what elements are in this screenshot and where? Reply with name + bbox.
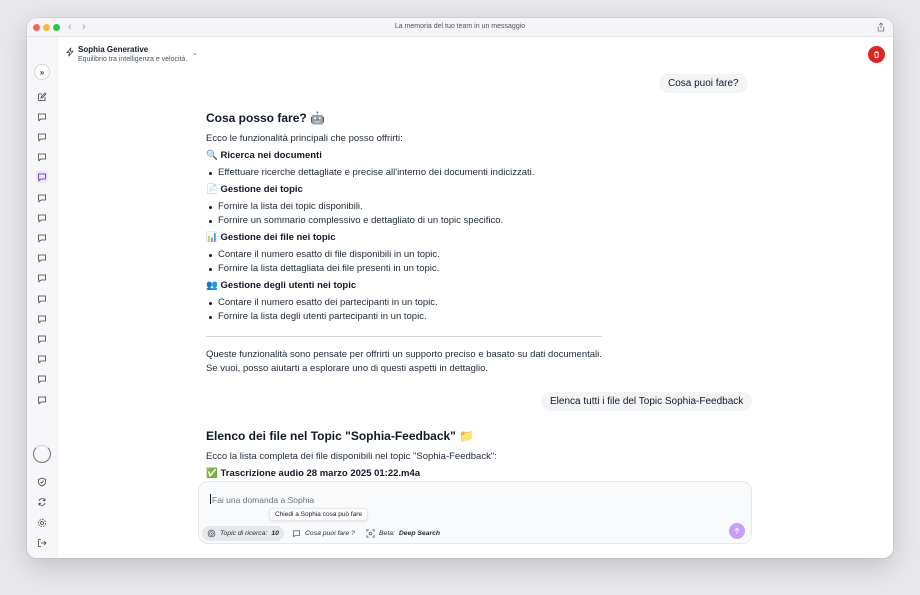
chip-value: 10 <box>271 530 279 537</box>
help-chip[interactable] <box>287 526 360 541</box>
arrow-up-icon <box>733 527 741 535</box>
chat-icon <box>37 273 47 283</box>
chat-icon <box>37 213 47 223</box>
chat-icon <box>37 112 47 122</box>
divider <box>206 336 602 337</box>
chat-history-item-13[interactable] <box>36 353 48 365</box>
search-topic-chip[interactable] <box>202 526 284 541</box>
chat-icon <box>37 193 47 203</box>
model-name: Sophia Generative <box>78 45 149 54</box>
radar-icon <box>207 529 216 538</box>
chat-icon <box>37 172 47 182</box>
scan-icon <box>366 529 375 538</box>
section-list <box>206 296 606 324</box>
chat-history-item-4[interactable] <box>36 171 48 183</box>
chat-icon <box>37 152 47 162</box>
chat-history-item-5[interactable] <box>36 192 48 204</box>
chat-icon <box>37 354 47 364</box>
chat-icon <box>37 374 47 384</box>
chip-label: Topic di ricerca: <box>220 530 268 537</box>
back-arrow-icon[interactable]: ‹ <box>68 21 72 33</box>
answer-title: Elenco dei file nel Topic "Sophia-Feedback" 📁 <box>206 429 475 443</box>
forward-arrow-icon[interactable]: › <box>82 21 86 33</box>
chat-history-item-8[interactable] <box>36 252 48 264</box>
list-item: Fornire la lista dei topic disponibili. <box>206 200 606 214</box>
list-item: Contare il numero esatto di file disponibili in un topic. <box>206 248 606 262</box>
sidebar <box>27 37 58 558</box>
chat-history-item-15[interactable] <box>36 394 48 406</box>
delete-chat-button[interactable] <box>868 46 885 63</box>
chat-history-item-1[interactable] <box>36 111 48 123</box>
user-message-bubble: Cosa puoi fare? <box>659 74 748 93</box>
chat-history-item-14[interactable] <box>36 373 48 385</box>
list-item: Contare il numero esatto dei partecipanti in un topic. <box>206 296 606 310</box>
trash-icon <box>872 50 881 59</box>
list-item: Fornire un sommario complessivo e dettagliato di un topic specifico. <box>206 214 606 228</box>
chat-history-item-7[interactable] <box>36 232 48 244</box>
chip-label: Beta: <box>379 530 395 537</box>
answer-title: Cosa posso fare? 🤖 <box>206 111 325 125</box>
section-title: 📄 Gestione dei topic <box>206 184 303 195</box>
sync-icon[interactable] <box>36 496 48 508</box>
input-placeholder: Fai una domanda a Sophia <box>212 495 315 505</box>
chat-icon <box>37 314 47 324</box>
outro-line: Queste funzionalità sono pensate per offrirti un supporto preciso e basato su dati documentali. <box>206 349 602 360</box>
deep-search-chip[interactable] <box>361 526 445 541</box>
window-title: La memoria del tuo team in un messaggio <box>394 23 526 30</box>
chat-icon <box>37 395 47 405</box>
tooltip: Chiedi a Sophia cosa può fare <box>269 508 368 521</box>
question-bubble-icon <box>292 529 301 538</box>
assistant-answer-1 <box>206 110 606 324</box>
section-title: 🔍 Ricerca nei documenti <box>206 150 322 161</box>
send-button[interactable] <box>729 523 745 539</box>
chat-history-item-10[interactable] <box>36 293 48 305</box>
lightning-icon <box>65 47 75 57</box>
outro-line: Se vuoi, posso aiutarti a esplorare uno di questi aspetti in dettaglio. <box>206 363 489 374</box>
chat-icon <box>37 294 47 304</box>
chat-history-item-6[interactable] <box>36 212 48 224</box>
section-list <box>206 166 606 180</box>
model-description: Equilibrio tra intelligenza e velocità. <box>78 56 188 63</box>
chat-history-item-9[interactable] <box>36 272 48 284</box>
loading-spinner-icon <box>33 445 51 463</box>
expand-sidebar-icon[interactable]: » <box>34 64 50 80</box>
list-item: Effettuare ricerche dettagliate e precise all'interno dei documenti indicizzati. <box>206 166 606 180</box>
chat-history-item-11[interactable] <box>36 313 48 325</box>
message-composer <box>198 481 752 544</box>
chat-icon <box>37 253 47 263</box>
section-title: 📊 Gestione dei file nei topic <box>206 232 336 243</box>
file-item: ✅ Trascrizione audio 28 marzo 2025 01:22.m4a <box>206 468 421 479</box>
chat-icon <box>37 132 47 142</box>
chip-value: Deep Search <box>398 530 441 537</box>
title-bar <box>27 18 893 37</box>
new-chat-icon[interactable] <box>36 91 48 103</box>
chip-label: Cosa puoi fare ? <box>305 530 355 537</box>
message-input[interactable] <box>210 494 314 505</box>
section-title: 👥 Gestione degli utenti nei topic <box>206 280 357 291</box>
chat-history-item-3[interactable] <box>36 151 48 163</box>
section-list <box>206 248 606 276</box>
answer-intro: Ecco le funzionalità principali che posso offrirti: <box>206 133 403 144</box>
app-window <box>27 18 893 558</box>
chat-icon <box>37 334 47 344</box>
logout-icon[interactable] <box>36 537 48 549</box>
chat-icon <box>37 233 47 243</box>
chat-history-item-2[interactable] <box>36 131 48 143</box>
chevron-down-icon[interactable]: ⌄ <box>192 50 198 57</box>
settings-gear-icon[interactable] <box>36 517 48 529</box>
chat-history-item-12[interactable] <box>36 333 48 345</box>
user-message-bubble: Elenca tutti i file del Topic Sophia-Feedback <box>541 392 752 411</box>
list-item: Fornire la lista degli utenti partecipanti in un topic. <box>206 310 606 324</box>
security-icon[interactable] <box>36 476 48 488</box>
section-list <box>206 200 606 228</box>
assistant-answer-2 <box>206 428 606 481</box>
answer-outro <box>206 348 606 376</box>
list-item: Fornire la lista dettagliata dei file presenti in un topic. <box>206 262 606 276</box>
share-icon[interactable] <box>876 22 886 32</box>
answer-intro: Ecco la lista completa dei file disponibili nel topic "Sophia-Feedback": <box>206 451 497 462</box>
